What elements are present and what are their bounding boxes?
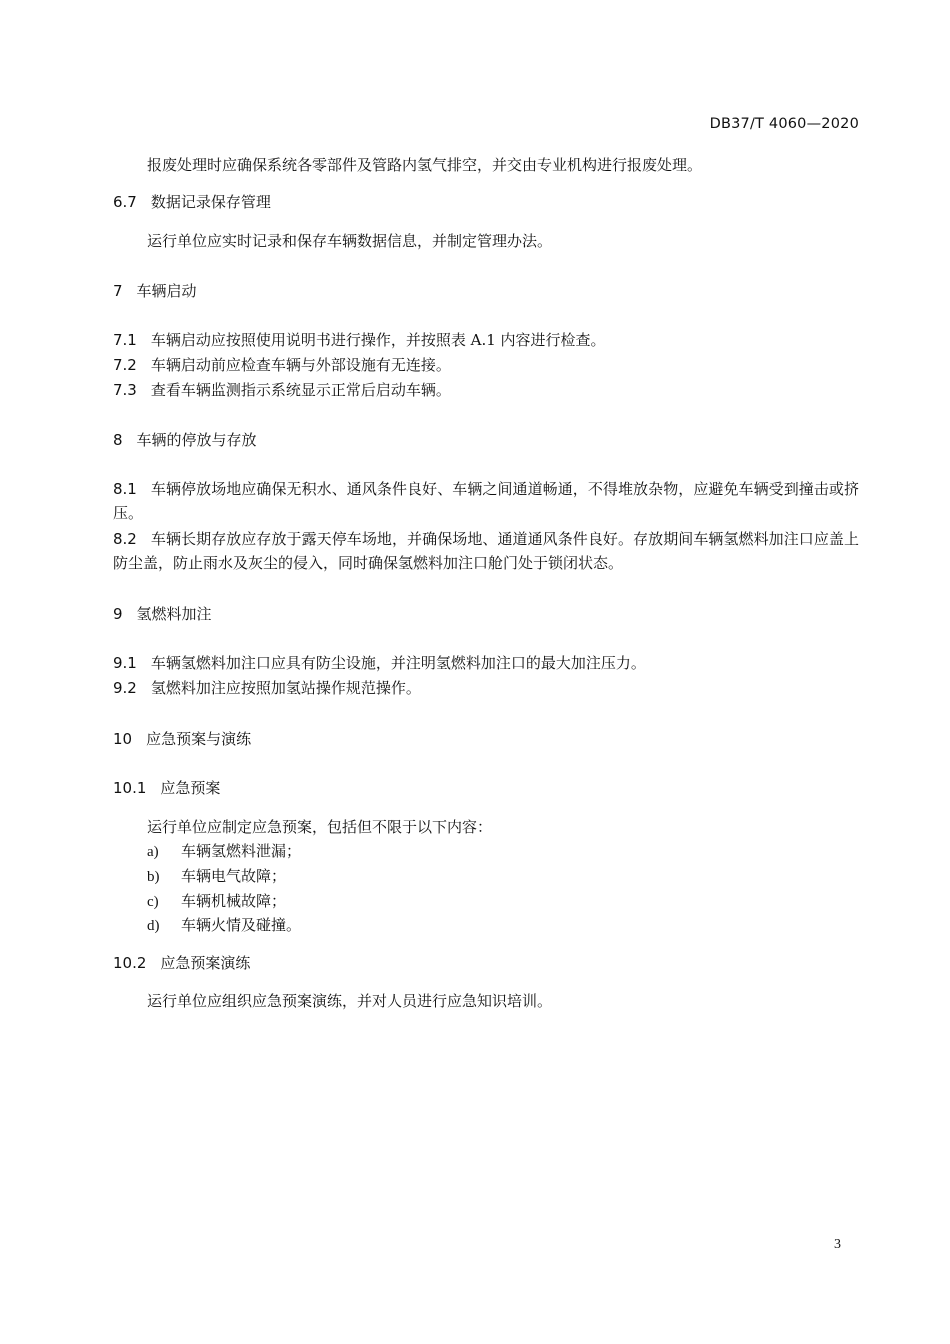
- section-10-2-text: 运行单位应组织应急预案演练，并对人员进行应急知识培训。: [147, 992, 553, 1010]
- section-number: 10: [113, 730, 133, 748]
- list-item: [147, 839, 301, 864]
- section-title: 应急预案: [160, 779, 221, 797]
- list-item: [147, 864, 286, 889]
- clause-8-1: [113, 477, 859, 525]
- list-item: [147, 913, 301, 938]
- section-title: 车辆的停放与存放: [136, 431, 257, 449]
- list-marker: d): [147, 918, 160, 934]
- section-number: 10.1: [113, 779, 147, 797]
- clause-9-1: [113, 651, 646, 675]
- clause-number: 7.3: [113, 381, 137, 399]
- section-number: 8: [113, 431, 123, 449]
- section-6-6-continuation: 报废处理时应确保系统各零部件及管路内氢气排空，并交由专业机构进行报废处理。: [147, 156, 703, 174]
- section-number: 6.7: [113, 193, 137, 211]
- list-marker: b): [147, 869, 160, 885]
- document-code: DB37/T 4060—2020: [709, 116, 859, 132]
- list-marker: a): [147, 844, 159, 860]
- clause-number: 8.2: [113, 530, 137, 548]
- clause-9-2: [113, 676, 421, 700]
- list-item-text: 车辆氢燃料泄漏；: [181, 842, 302, 860]
- section-10-1-intro: 运行单位应制定应急预案，包括但不限于以下内容：: [147, 818, 493, 836]
- list-item-text: 车辆电气故障；: [181, 867, 287, 885]
- clause-text: 车辆氢燃料加注口应具有防尘设施，并注明氢燃料加注口的最大加注压力。: [150, 654, 646, 672]
- section-10-1-heading: [113, 776, 220, 800]
- clause-text: 车辆启动应按照使用说明书进行操作，并按照表 A.1 内容进行检查。: [150, 331, 606, 349]
- clause-text: 车辆长期存放应存放于露天停车场地，并确保场地、通道通风条件良好。存放期间车辆氢燃料加注口应盖上防尘盖，防止雨水及灰尘的侵入，同时确保氢燃料加注口舱门处于锁闭状态。: [113, 530, 859, 572]
- section-title: 数据记录保存管理: [150, 193, 271, 211]
- section-6-7-text: 运行单位应实时记录和保存车辆数据信息，并制定管理办法。: [147, 232, 553, 250]
- section-title: 应急预案与演练: [146, 730, 252, 748]
- section-6-7-heading: [113, 190, 271, 214]
- section-number: 10.2: [113, 954, 147, 972]
- section-8-heading: [113, 428, 257, 452]
- section-10-heading: [113, 727, 251, 751]
- section-title: 氢燃料加注: [136, 605, 212, 623]
- list-item: [147, 889, 286, 914]
- page-number: 3: [834, 1237, 841, 1252]
- section-10-2-heading: [113, 951, 250, 975]
- clause-7-1: [113, 328, 606, 352]
- clause-7-3: [113, 378, 451, 402]
- clause-number: 9.1: [113, 654, 137, 672]
- clause-text: 车辆停放场地应确保无积水、通风条件良好、车辆之间通道畅通，不得堆放杂物，应避免车辆受到撞击或挤压。: [113, 480, 859, 522]
- clause-number: 7.2: [113, 356, 137, 374]
- section-7-heading: [113, 279, 197, 303]
- clause-text: 查看车辆监测指示系统显示正常后启动车辆。: [150, 381, 451, 399]
- clause-8-2: [113, 527, 859, 575]
- clause-number: 8.1: [113, 480, 137, 498]
- section-number: 7: [113, 282, 123, 300]
- clause-number: 9.2: [113, 679, 137, 697]
- list-item-text: 车辆火情及碰撞。: [181, 916, 302, 934]
- section-title: 车辆启动: [136, 282, 197, 300]
- clause-number: 7.1: [113, 331, 137, 349]
- clause-text: 车辆启动前应检查车辆与外部设施有无连接。: [150, 356, 451, 374]
- list-marker: c): [147, 894, 159, 910]
- clause-7-2: [113, 353, 451, 377]
- section-number: 9: [113, 605, 123, 623]
- list-item-text: 车辆机械故障；: [181, 892, 287, 910]
- section-9-heading: [113, 602, 212, 626]
- clause-text: 氢燃料加注应按照加氢站操作规范操作。: [150, 679, 421, 697]
- section-title: 应急预案演练: [160, 954, 251, 972]
